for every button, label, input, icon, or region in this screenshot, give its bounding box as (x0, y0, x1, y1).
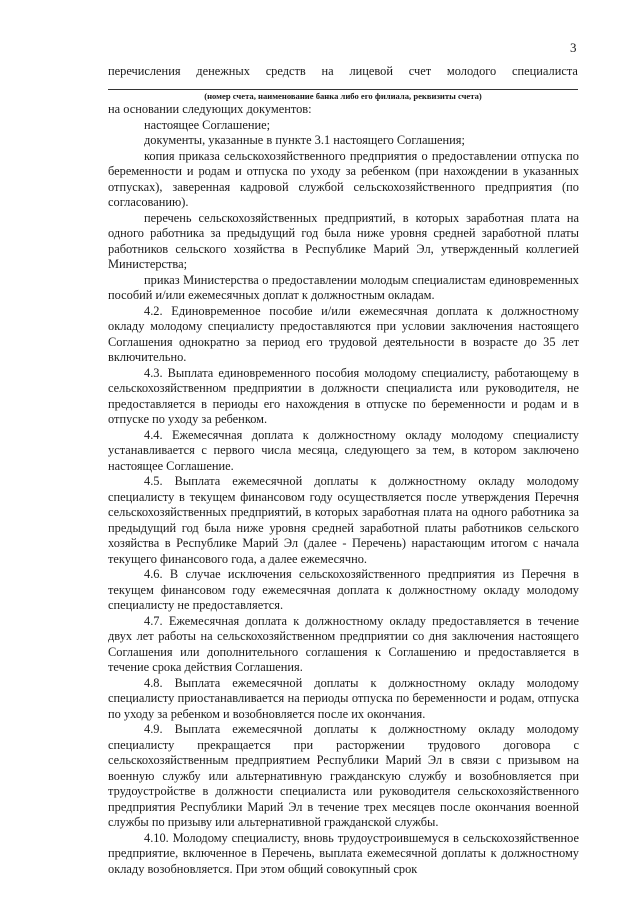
fill-in-caption: (номер счета, наименование банка либо его филиала, реквизиты счета) (204, 91, 482, 101)
paragraph: 4.8. Выплата ежемесячной доплаты к должностному окладу молодому специалисту приостанавливается на периоды отпуска по беременности и родам, отпуска по уходу за ребенком и возобновляется после их окончания. (108, 675, 579, 721)
body-text (108, 102, 579, 877)
paragraph: 4.7. Ежемесячная доплата к должностному окладу предоставляется в течение двух лет работы на сельскохозяйственном предприятии со дня заключения настоящего Соглашения или дополнительного соглашения к Соглашению и предоставляется в течение срока действия Соглашения. (108, 613, 579, 674)
paragraph: настоящее Соглашение; (144, 117, 271, 132)
page-number: 3 (570, 40, 577, 55)
paragraph: документы, указанные в пункте 3.1 настоящего Соглашения; (144, 133, 465, 147)
first-line-word: молодого (446, 64, 497, 78)
paragraph: перечень сельскохозяйственных предприятий, в которых заработная плата на одного работника за предыдущий год была ниже уровня средней заработной платы работников сельского хозяйства в Республике Марий Эл, утвержденный коллегией Министерства; (108, 210, 579, 271)
paragraph: на основании следующих документов: (108, 102, 312, 116)
paragraph: 4.5. Выплата ежемесячной доплаты к должностному окладу молодому специалисту в текущем финансовом году осуществляется после утверждения Перечня сельскохозяйственных предприятий, в которых заработная плата на одного работника за предыдущий год была ниже уровня средней заработной платы работников сельского хозяйства в Республике Марий Эл (далее - Перечень) нарастающим итогом с начала текущего финансового года, а далее ежемесячно. (108, 474, 579, 566)
first-line-word: денежных (196, 64, 250, 78)
paragraph: 4.2. Единовременное пособие и/или ежемесячная доплата к должностному окладу молодому специалисту предоставляются при условии заключения настоящего Соглашения однократно за период его трудовой деятельности в возрасте до 35 лет включительно. (108, 303, 579, 364)
first-line-word: на (321, 64, 334, 78)
first-line-word: лицевой (349, 64, 393, 78)
fill-in-line (108, 89, 578, 90)
paragraph: копия приказа сельскохозяйственного предприятия о предоставлении отпуска по беременности и родам и отпуска по уходу за ребенком (при нахождении в указанных отпусках), заверенная кадровой службой сельскохозяйственного предприятия (по согласованию). (108, 148, 579, 209)
first-line (108, 64, 578, 80)
first-line-word: перечисления (108, 64, 181, 78)
paragraph: 4.3. Выплата единовременного пособия молодому специалисту, работающему в сельскохозяйственном предприятии в должности специалиста или руководителя, не предоставляется в периоды его нахождения в отпуске по беременности и родам и в отпуске по уходу за ребенком. (108, 365, 579, 426)
first-line-word: средств (265, 64, 306, 78)
paragraph: 4.4. Ежемесячная доплата к должностному окладу молодому специалисту устанавливается с первого числа месяца, следующего за тем, в котором заключено настоящее Соглашение. (108, 427, 579, 473)
first-line-word: счет (408, 64, 432, 78)
paragraph: приказ Министерства о предоставлении молодым специалистам единовременных пособий и/или ежемесячных доплат к должностным окладам. (108, 272, 579, 302)
paragraph: 4.10. Молодому специалисту, вновь трудоустроившемуся в сельскохозяйственное предприятие, включенное в Перечень, выплата ежемесячной доплаты к должностному окладу возобновляется. При этом общий совокупный срок (108, 830, 579, 876)
paragraph: 4.6. В случае исключения сельскохозяйственного предприятия из Перечня в текущем финансовом году ежемесячная доплата к должностному окладу молодому специалисту не предоставляется. (108, 567, 579, 612)
first-line-word: специалиста (512, 64, 578, 78)
paragraph: 4.9. Выплата ежемесячной доплаты к должностному окладу молодому специалисту прекращается при расторжении трудового договора с сельскохозяйственным предприятием Республики Марий Эл в связи с призывом на военную службу или альтернативную гражданскую службу и возобновляется при трудоустройстве в должности специалиста или руководителя сельскохозяйственного предприятия Республики Марий Эл в течение трех месяцев после окончания военной службы по призыву или альтернативной гражданской службы. (108, 722, 579, 829)
